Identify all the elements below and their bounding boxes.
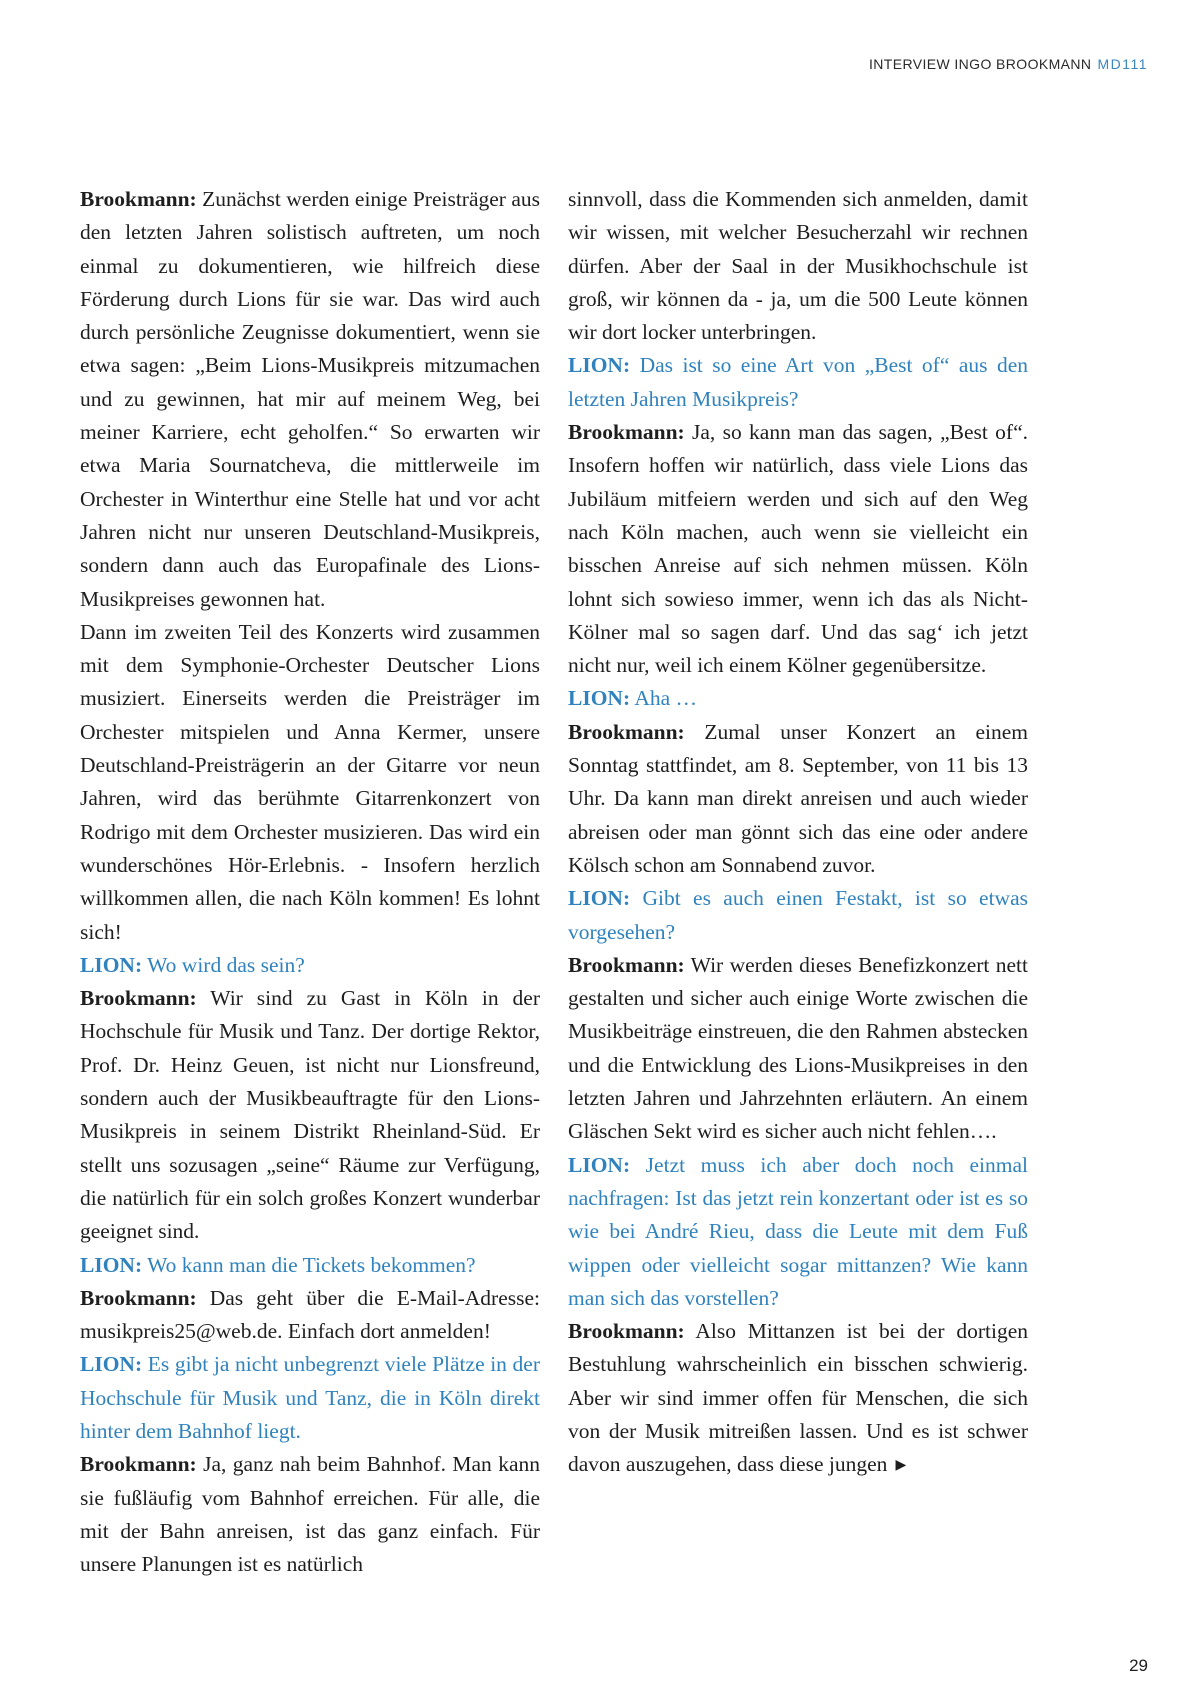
speaker-label: Brookmann:	[80, 986, 197, 1011]
speaker-label: Brookmann:	[568, 1319, 685, 1344]
speaker-label: LION:	[568, 353, 631, 378]
speaker-label: Brookmann:	[80, 1285, 197, 1310]
paragraph-text: Zunächst werden einige Preisträger aus den letzten Jahren solistisch auftreten, um noch einmal zu dokumentieren, wie hilfreich diese Förderung durch Lions für sie war. Das wird auch durch persönliche Zeugnisse dokumentiert, wenn sie etwa sagen: „Beim Lions-Musikpreis mitzumachen und zu gewinnen, hat mir auf meinem Weg, bei meiner Karriere, echt geholfen.“ So erwarten wir etwa Maria Sournatcheva, die mittlerweile im Orchester in Winterthur eine Stelle hat und vor acht Jahren nicht nur unseren Deutschland-Musikpreis, sondern dann auch das Europafinale des Lions-Musikpreises gewonnen hat.	[80, 187, 540, 611]
paragraph-text: Aha …	[630, 686, 698, 711]
interview-answer	[568, 416, 1028, 682]
paragraph-text: Dann im zweiten Teil des Konzerts wird zusammen mit dem Symphonie-Orchester Deutscher Lions musiziert. Einerseits werden die Preisträger im Orchester mitspielen und Anna Kermer, unsere Deutschland-Preisträgerin an der Gitarre vor neun Jahren, wird das berühmte Gitarrenkonzert von Rodrigo mit dem Orchester musizieren. Das wird ein wunderschönes Hör-Erlebnis. - Insofern herzlich willkommen allen, die nach Köln kommen! Es lohnt sich!	[80, 619, 540, 944]
interview-answer	[80, 616, 540, 949]
interview-answer	[80, 1448, 540, 1581]
interview-answer	[568, 716, 1028, 882]
paragraph-text: Gibt es auch einen Festakt, ist so etwas vorgesehen?	[568, 886, 1028, 944]
interview-question	[568, 882, 1028, 949]
speaker-label: Brookmann:	[568, 952, 685, 977]
paragraph-text: Also Mittanzen ist bei der dortigen Bestuhlung wahrscheinlich ein bisschen schwierig. Aber wir sind immer offen für Menschen, die sich von der Musik mitreißen lassen. Und es ist schwer davon auszugehen, dass diese jungen	[568, 1319, 1028, 1477]
paragraph-text: Wo kann man die Tickets bekommen?	[142, 1252, 476, 1277]
interview-answer	[568, 183, 1028, 349]
interview-answer	[80, 982, 540, 1248]
interview-answer	[80, 183, 540, 616]
interview-answer	[568, 1315, 1028, 1482]
section-title: INTERVIEW INGO BROOKMANN	[868, 56, 1092, 72]
paragraph-text: Es gibt ja nicht unbegrenzt viele Plätze in der Hochschule für Musik und Tanz, die in Köln direkt hinter dem Bahnhof liegt.	[80, 1352, 540, 1443]
interview-question	[80, 949, 540, 982]
interview-question	[568, 1149, 1028, 1315]
running-head	[869, 56, 1148, 72]
paragraph-text: Wir werden dieses Benefizkonzert nett gestalten und sicher auch einige Worte zwischen die Musikbeiträge einstreuen, die den Rahmen abstecken und die Entwicklung des Lions-Musikpreises in den letzten Jahren und Jahrzehnten erläutern. An einem Gläschen Sekt wird es sicher auch nicht fehlen….	[568, 952, 1028, 1144]
left-column	[80, 183, 540, 1581]
speaker-label: LION:	[568, 686, 631, 711]
speaker-label: LION:	[80, 1352, 143, 1377]
paragraph-text: Jetzt muss ich aber doch noch einmal nachfragen: Ist das jetzt rein konzertant oder ist es so wie bei André Rieu, dass die Leute mit dem Fuß wippen oder vielleicht sogar mittanzen? Wie kann man sich das vorstellen?	[568, 1152, 1028, 1310]
interview-question	[80, 1249, 540, 1282]
paragraph-text: Das geht über die E-Mail-Adresse: musikpreis25@web.de. Einfach dort anmelden!	[80, 1285, 540, 1344]
continue-arrow-icon: ▶	[895, 1458, 907, 1474]
speaker-label: LION:	[80, 1252, 143, 1277]
interview-question	[568, 349, 1028, 416]
paragraph-text: Wir sind zu Gast in Köln in der Hochschule für Musik und Tanz. Der dortige Rektor, Prof. Dr. Heinz Geuen, ist nicht nur Lionsfreund, sondern auch der Musikbeauftragte für den Lions-Musikpreis in seinem Distrikt Rheinland-Süd. Er stellt uns sozusagen „seine“ Räume zur Verfügung, die natürlich für ein solch großes Konzert wunderbar geeignet sind.	[80, 986, 540, 1244]
paragraph-text: Ja, so kann man das sagen, „Best of“. Insofern hoffen wir natürlich, dass viele Lions das Jubiläum mitfeiern werden und sich auf den Weg nach Köln machen, auch wenn sie vielleicht ein bisschen Anreise auf sich nehmen müssen. Köln lohnt sich sowieso immer, wenn ich das als Nicht-Kölner mal so sagen darf. Und das sag‘ ich jetzt nicht nur, weil ich einem Kölner gegenübersitze.	[568, 420, 1028, 678]
speaker-label: Brookmann:	[80, 187, 197, 211]
interview-answer	[80, 1282, 540, 1349]
interview-question	[80, 1348, 540, 1448]
district-code: MD111	[1097, 56, 1148, 72]
paragraph-text: Das ist so eine Art von „Best of“ aus den letzten Jahren Musikpreis?	[568, 353, 1028, 411]
speaker-label: LION:	[568, 886, 631, 911]
paragraph-text: Zumal unser Konzert an einem Sonntag stattfindet, am 8. September, von 11 bis 13 Uhr. Da kann man direkt anreisen und auch wieder abreisen oder man gönnt sich das eine oder andere Kölsch schon am Sonnabend zuvor.	[568, 719, 1028, 877]
paragraph-text: Wo wird das sein?	[142, 952, 305, 977]
speaker-label: Brookmann:	[80, 1452, 197, 1477]
speaker-label: Brookmann:	[568, 719, 685, 744]
speaker-label: Brookmann:	[568, 420, 685, 445]
interview-answer	[568, 949, 1028, 1149]
paragraph-text: Ja, ganz nah beim Bahnhof. Man kann sie fußläufig vom Bahnhof erreichen. Für alle, die mit der Bahn anreisen, ist das ganz einfach. Für unsere Planungen ist es natürlich	[80, 1452, 540, 1577]
right-column	[568, 183, 1028, 1483]
page-number: 29	[1129, 1656, 1148, 1675]
speaker-label: LION:	[80, 952, 143, 977]
paragraph-text: sinnvoll, dass die Kommenden sich anmelden, damit wir wissen, mit welcher Besucherzahl wir rechnen dürfen. Aber der Saal in der Musikhochschule ist groß, wir können da - ja, um die 500 Leute können wir dort locker unterbringen.	[568, 187, 1028, 345]
interview-question	[568, 682, 1028, 715]
speaker-label: LION:	[568, 1152, 631, 1177]
